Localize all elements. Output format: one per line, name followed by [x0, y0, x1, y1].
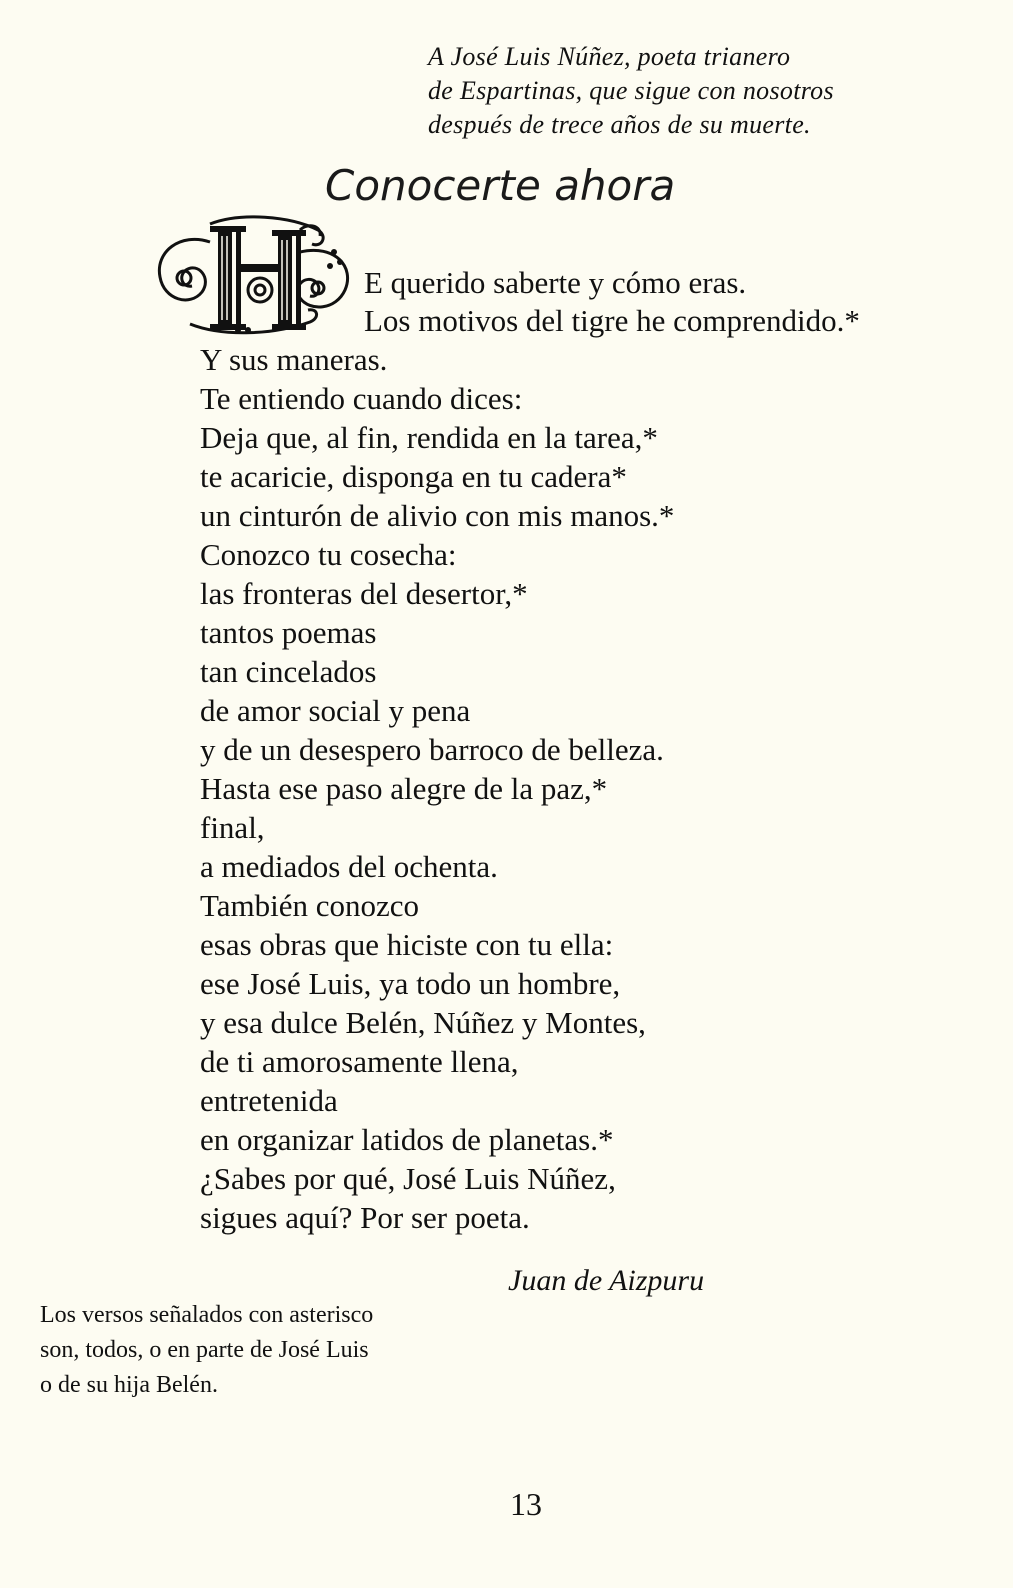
page-number: 13	[510, 1486, 542, 1522]
poem-title: Conocerte ahora	[325, 161, 676, 210]
verse-line: un cinturón de alivio con mis manos.*	[200, 498, 675, 533]
verse-line: ese José Luis, ya todo un hombre,	[200, 966, 621, 1001]
verse-line: y esa dulce Belén, Núñez y Montes,	[200, 1005, 646, 1040]
verse-line: Conozco tu cosecha:	[200, 537, 457, 572]
verse-line: Y sus maneras.	[200, 342, 388, 377]
verse-line: tan cincelados	[200, 654, 377, 689]
dedication-line: de Espartinas, que sigue con nosotros	[428, 76, 834, 105]
dedication	[428, 40, 834, 142]
footnote-line: Los versos señalados con asterisco	[40, 1302, 374, 1328]
footnote-line: o de su hija Belén.	[40, 1372, 218, 1398]
verse-line: y de un desespero barroco de belleza.	[200, 732, 664, 767]
author-signature: Juan de Aizpuru	[508, 1264, 705, 1297]
verse-line: ¿Sabes por qué, José Luis Núñez,	[200, 1161, 616, 1196]
opening-lines	[364, 264, 860, 340]
verse-line: a mediados del ochenta.	[200, 849, 498, 884]
verse-line: te acaricie, disponga en tu cadera*	[200, 459, 627, 494]
verse-line: También conozco	[200, 888, 420, 923]
verse-line: las fronteras del desertor,*	[200, 576, 528, 611]
verse-line: de ti amorosamente llena,	[200, 1044, 519, 1079]
verse-line: en organizar latidos de planetas.*	[200, 1122, 614, 1157]
verse-line: de amor social y pena	[200, 693, 471, 728]
poem-body	[200, 340, 674, 1237]
verse-line: Deja que, al fin, rendida en la tarea,*	[200, 420, 658, 455]
footnote-line: son, todos, o en parte de José Luis	[40, 1337, 369, 1363]
verse-line: tantos poemas	[200, 615, 377, 650]
verse-line: Hasta ese paso alegre de la paz,*	[200, 771, 608, 806]
verse-line: E querido saberte y cómo eras.	[364, 265, 747, 300]
verse-line: esas obras que hiciste con tu ella:	[200, 927, 614, 962]
verse-line: sigues aquí? Por ser poeta.	[200, 1200, 530, 1235]
footnote	[40, 1298, 373, 1403]
verse-line: Te entiendo cuando dices:	[200, 381, 523, 416]
verse-line: entretenida	[200, 1083, 338, 1118]
dedication-line: después de trece años de su muerte.	[428, 110, 811, 139]
verse-line: Los motivos del tigre he comprendido.*	[364, 303, 860, 338]
verse-line: final,	[200, 810, 265, 845]
ornamental-initial-icon	[150, 212, 360, 337]
dedication-line: A José Luis Núñez, poeta trianero	[428, 42, 791, 71]
